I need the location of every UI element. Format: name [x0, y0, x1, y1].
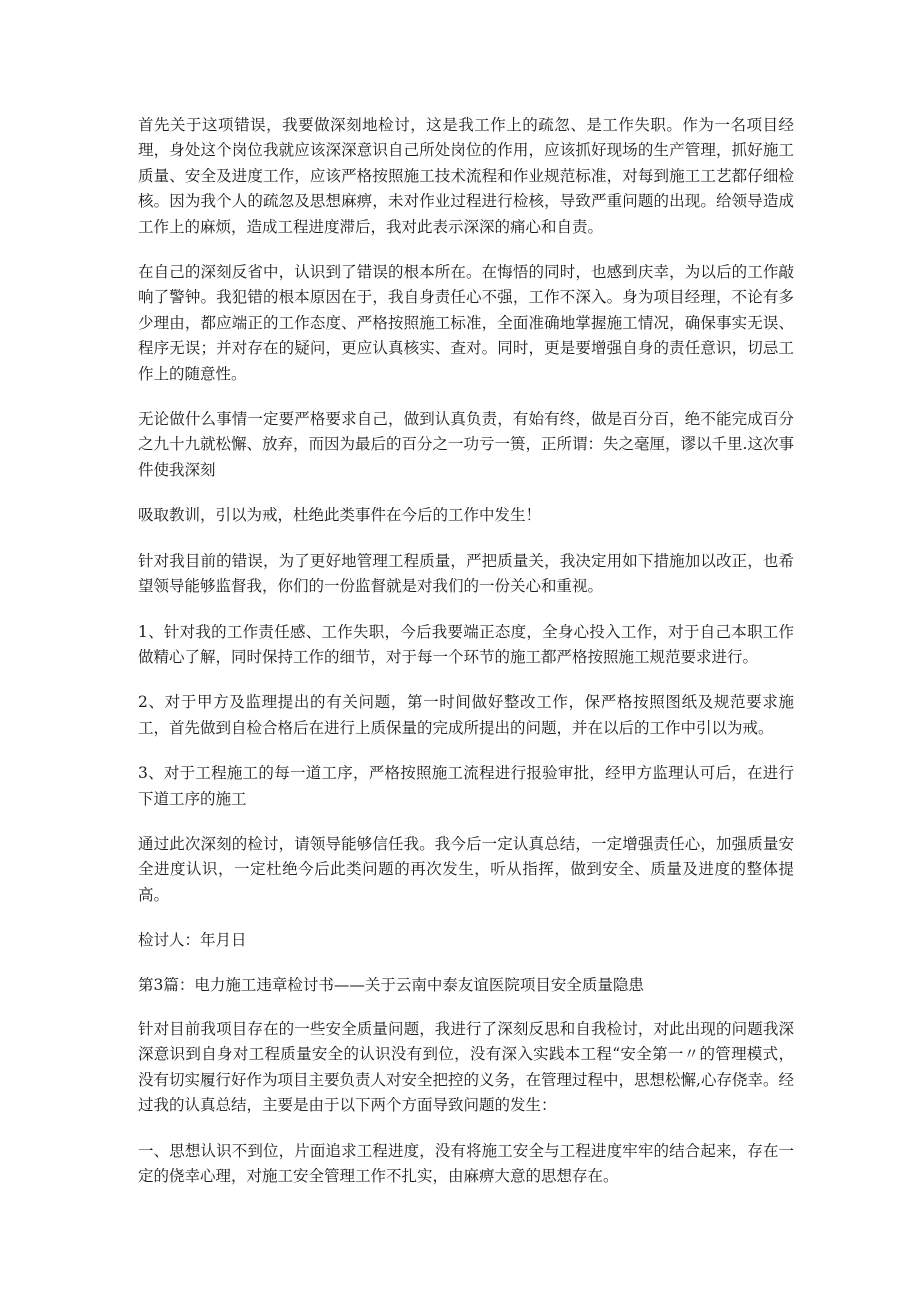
paragraph-measure-2: 2、对于甲方及监理提出的有关问题，第一时间做好整改工作，保严格按照图纸及规范要求施工，首先做到自检合格后在进行上质保量的完成所提出的问题，并在以后的工作中引以为戒。 — [138, 693, 794, 737]
section-heading-part-3: 第3篇：电力施工违章检讨书——关于云南中泰友谊医院项目安全质量隐患 — [138, 975, 644, 994]
paragraph-corrective-measures-intro: 针对我目前的错误，为了更好地管理工程质量，严把质量关，我决定用如下措施加以改正，也希望领导能够监督我，你们的一份监督就是对我们的一份关心和重视。 — [138, 551, 794, 596]
document-page — [138, 113, 794, 1209]
paragraph-part-3-intro: 针对目前我项目存在的一些安全质量问题，我进行了深刻反思和自我检讨，对此出现的问题我深深意识到自身对工程质量安全的认识没有到位，没有深入实践本工程“安全第一〃的管理模式，没有切实履行好作为项目主要负责人对安全把控的义务，在管理过程中，思想松懈,心存侥幸。经过我的认真总结，主要是由于以下两个方面导致问题的发生： — [138, 1019, 794, 1115]
paragraph-strict-requirements: 无论做什么事情一定要严格要求自己，做到认真负责，有始有终，做是百分百，绝不能完成百分之九十九就松懈、放弃，而因为最后的百分之一功亏一篑，正所谓：失之毫厘，谬以千里.这次事件使我深刻 — [138, 410, 794, 479]
paragraph-measure-1: 1、针对我的工作责任感、工作失职，今后我要端正态度，全身心投入工作，对于自己本职工作做精心了解，同时保持工作的细节，对于每一个环节的施工都严格按照施工规范要求进行。 — [138, 622, 794, 666]
paragraph-measure-3: 3、对于工程施工的每一道工序，严格按照施工流程进行报验审批，经甲方监理认可后，在进行下道工序的施工 — [138, 764, 794, 808]
paragraph-part-3-point-1: 一、思想认识不到位，片面追求工程进度，没有将施工安全与工程进度牢牢的结合起来，存在一定的侥幸心理，对施工安全管理工作不扎实，由麻痹大意的思想存在。 — [138, 1141, 794, 1185]
paragraph-root-cause: 在自己的深刻反省中，认识到了错误的根本所在。在悔悟的同时，也感到庆幸，为以后的工作敲响了警钟。我犯错的根本原因在于，我自身责任心不强，工作不深入。身为项目经理，不论有多少理由，都应端正的工作态度、严格按照施工标准，全面准确地掌握施工情况，确保事实无误、程序无误；并对存在的疑问，更应认真核实、查对。同时，更是要增强自身的责任意识，切忌工作上的随意性。 — [138, 263, 794, 383]
paragraph-conclusion: 通过此次深刻的检讨，请领导能够信任我。我今后一定认真总结，一定增强责任心，加强质量安全进度认识，一定杜绝今后此类问题的再次发生，听从指挥，做到安全、质量及进度的整体提高。 — [138, 834, 794, 904]
paragraph-apology-intro: 首先关于这项错误，我要做深刻地检讨，这是我工作上的疏忽、是工作失职。作为一名项目经理，身处这个岗位我就应该深深意识自己所处岗位的作用，应该抓好现场的生产管理，抓好施工质量、安全及进度工作，应该严格按照施工技术流程和作业规范标准，对每到施工工艺都仔细检核。因为我个人的疏忽及思想麻痹，未对作业过程进行检核，导致严重问题的出现。给领导造成工作上的麻烦，造成工程进度滞后，我对此表示深深的痛心和自责。 — [138, 116, 794, 236]
paragraph-lesson-learned: 吸取教训，引以为戒，杜绝此类事件在今后的工作中发生！ — [138, 506, 542, 525]
paragraph-signature: 检讨人：年月日 — [138, 931, 247, 950]
